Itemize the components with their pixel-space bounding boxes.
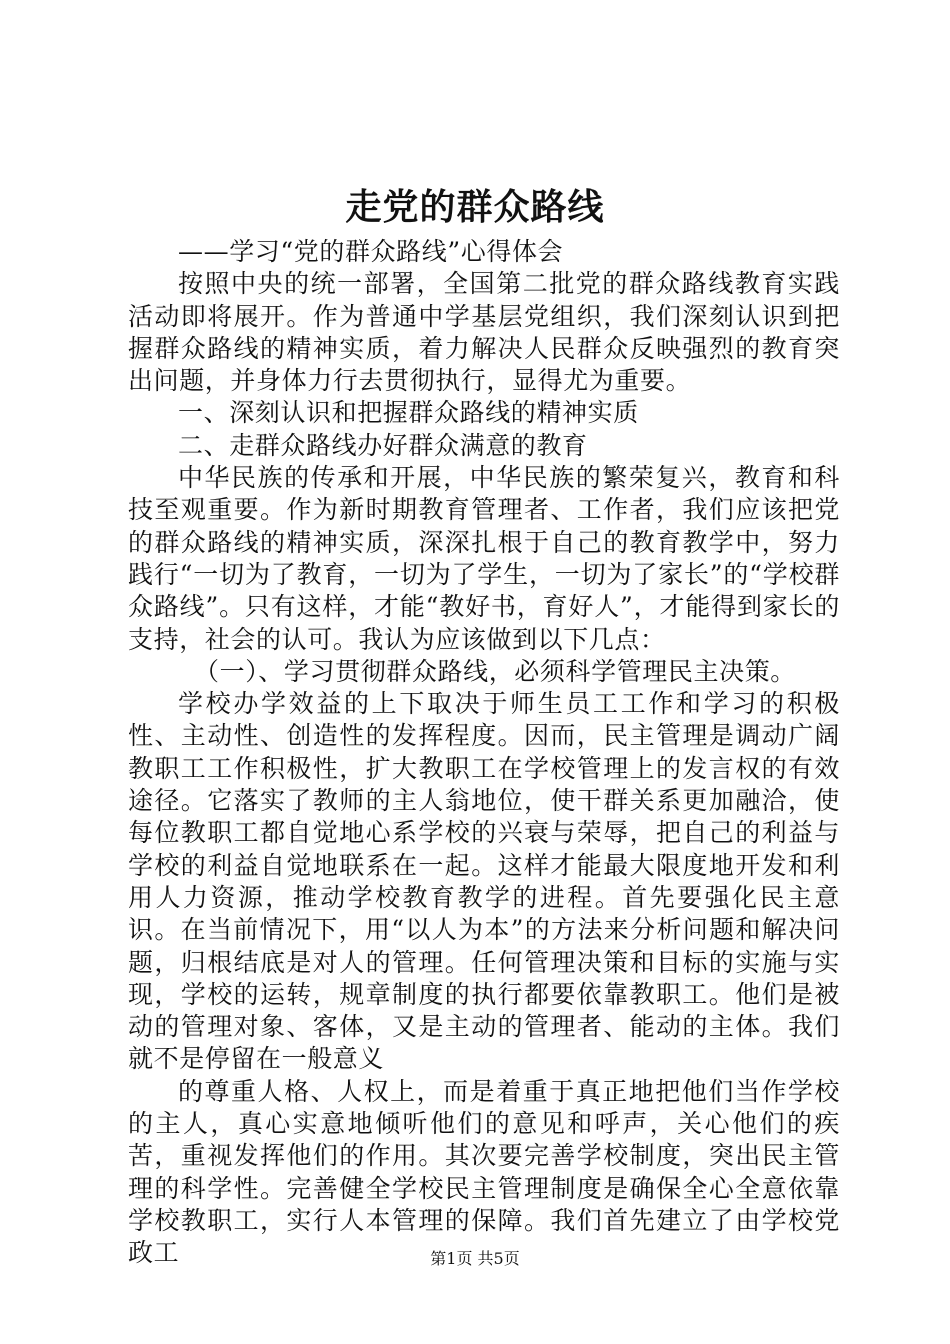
section-heading-1: 一、深刻认识和把握群众路线的精神实质 (178, 398, 639, 428)
document-body (128, 236, 840, 1270)
paragraph-education: 中华民族的传承和开展，中华民族的繁荣复兴，教育和科技至观重要。作为新时期教育管理者、工作者，我们应该把党的群众路线的精神实质，深深扎根于自己的教育教学中，努力践行“一切为了教育，一切为了学生，一切为了家长”的“学校群众路线”。只有这样，才能“教好书，育好人”，才能得到家长的支持，社会的认可。我认为应该做到以下几点： (128, 463, 840, 654)
paragraph-intro: 按照中央的统一部署，全国第二批党的群众路线教育实践活动即将展开。作为普通中学基层党组织，我们深刻认识到把握群众路线的精神实质，着力解决人民群众反映强烈的教育突出问题，并身体力行去贯彻执行，显得尤为重要。 (128, 269, 840, 396)
document-title: 走党的群众路线 (345, 186, 605, 228)
section-heading-2: 二、走群众路线办好群众满意的教育 (178, 430, 588, 460)
page-number-footer: 第1页 共5页 (430, 1249, 520, 1268)
paragraph-management: 学校办学效益的上下取决于师生员工工作和学习的积极性、主动性、创造性的发挥程度。因而，民主管理是调动广阔教职工工作积极性，扩大教职工在学校管理上的发言权的有效途径。它落实了教师的主人翁地位，使干群关系更加融洽，使每位教职工都自觉地心系学校的兴衰与荣辱，把自己的利益与学校的利益自觉地联系在一起。这样才能最大限度地开发和利用人力资源，推动学校教育教学的进程。首先要强化民主意识。在当前情况下，用“以人为本”的方法来分析问题和解决问题，归根结底是对人的管理。任何管理决策和目标的实施与实现，学校的运转，规章制度的执行都要依靠教职工。他们是被动的管理对象、客体，又是主动的管理者、能动的主体。我们就不是停留在一般意义 (128, 689, 840, 1074)
document-subtitle: ——学习“党的群众路线”心得体会 (178, 237, 564, 266)
subsection-heading-1: （一）、学习贯彻群众路线，必须科学管理民主决策。 (194, 656, 796, 686)
paragraph-continuation: 的尊重人格、人权上，而是着重于真正地把他们当作学校的主人，真心实意地倾听他们的意见和呼声，关心他们的疾苦，重视发挥他们的作用。其次要完善学校制度，突出民主管理的科学性。完善健全学校民主管理制度是确保全心全意依靠学校教职工，实行人本管理的保障。我们首先建立了由学校党政工 (128, 1076, 840, 1268)
